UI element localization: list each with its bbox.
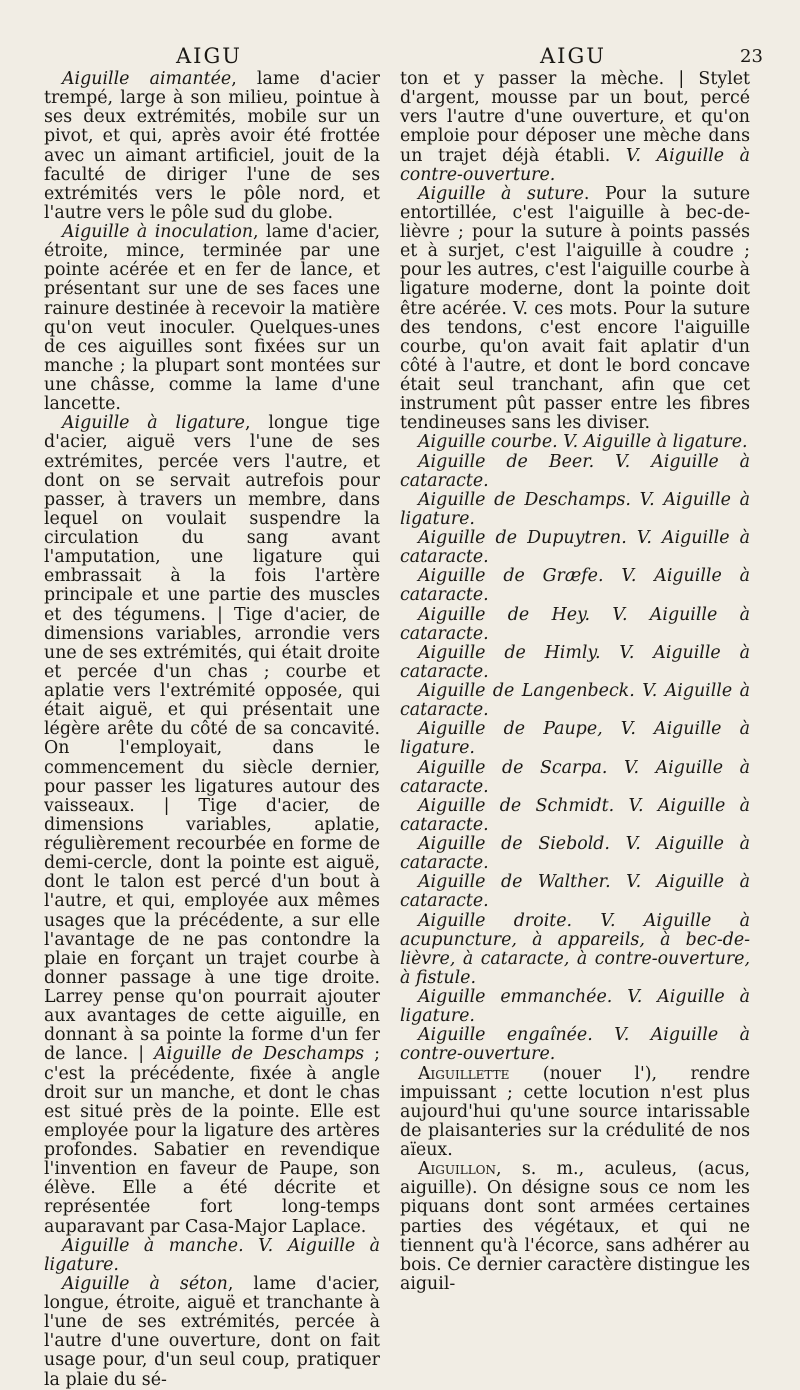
entry: [400, 912, 750, 989]
entry-text: . V. Aiguille à cataracte.: [400, 795, 750, 835]
entry-text: . V. Aiguille à ligature.: [552, 432, 748, 453]
entry: [400, 797, 750, 835]
entry: [400, 433, 750, 452]
entry-text: . V. Aiguille à ligature.: [44, 1235, 380, 1275]
entry-reference: V. Aiguille à contre-ouverture.: [400, 145, 750, 185]
entry-term: Aiguille de Langenbeck: [418, 681, 630, 701]
entry-continuation: [400, 70, 750, 185]
entry-term: Aiguille emmanchée: [418, 987, 607, 1007]
entry: [400, 1026, 750, 1064]
entry-term: Aiguille engaînée: [418, 1025, 588, 1046]
entry-text: ton et y passer la mèche. | Stylet d'argent, mousse par un bout, percé vers l'autre d'une ouverture, et qu'on emploie pour déposer une mèche dans un trajet déjà établi.: [400, 69, 750, 166]
entry: [44, 70, 380, 223]
entry-text: . V. Aiguille à cataracte.: [400, 566, 750, 606]
entry: [400, 1065, 750, 1161]
entry-text: , s. m., aculeus, (acus, aiguille). On désigne sous ce nom les piquans dont sont armées certaines parties des végétaux, et qui ne tiennent qu'à l'écorce, sans adhérer au bois. Ce dernier caractère distingue les aiguil-: [400, 1159, 750, 1294]
entry-text: . V. Aiguille à cataracte.: [400, 642, 750, 682]
entry-text: . V. Aiguille à cataracte.: [400, 681, 750, 721]
entry-headword: Aiguillette: [418, 1063, 510, 1084]
entry-headword: Aiguillon: [418, 1159, 497, 1180]
right-column: [400, 70, 750, 1294]
entry: [400, 1160, 750, 1294]
entry-term: Aiguille de Beer: [418, 451, 589, 472]
entry-term: Aiguille de Scarpa: [418, 757, 602, 778]
entry: [400, 682, 750, 720]
entry: [44, 414, 380, 1236]
page-number: 23: [740, 46, 763, 67]
entry-term: Aiguille à suture: [418, 183, 584, 204]
entry-term: Aiguille à inoculation: [62, 222, 254, 242]
entry-text: . V. Aiguille à cataracte.: [400, 528, 750, 568]
running-head-left: AIGU: [176, 44, 242, 68]
entry-text: . Pour la suture entortillée, c'est l'aiguille à bec-de-lièvre ; pour la suture à points passés et à surjet, c'est l'aiguille à coudre ; pour les autres, c'est l'aiguille courbe à ligature moderne, dont la pointe doit être acérée. V. ces mots. Pour la suture des tendons, c'est encore l'aiguille courbe, qu'on avait fait aplatir d'un côté à l'autre, et dont le bord concave était seul tranchant, afin que cet instrument pût passer entre les fibres tendineuses sans les diviser.: [400, 183, 750, 434]
entry-term: Aiguille droite: [418, 910, 567, 931]
entry: [400, 491, 750, 529]
entry-text: . V. Aiguille à ligature.: [400, 987, 750, 1027]
entry-term: Aiguille courbe: [418, 432, 553, 453]
entry: [400, 835, 750, 873]
entry-text: , lame d'acier, longue, étroite, aiguë et tranchante à l'une de ses extrémités, percée à l'autre d'une ouverture, dont on fait usage pour, d'un seul coup, pratiquer la plaie du sé-: [44, 1273, 380, 1390]
entry-text: . V. Aiguille à cataracte.: [400, 872, 750, 912]
entry-text: . V. Aiguille à cataracte.: [400, 757, 750, 797]
entry: [44, 1275, 380, 1390]
entry-term: Aiguille de Siebold: [418, 834, 605, 854]
entry-term: Aiguille à manche: [62, 1235, 239, 1256]
entry: [44, 223, 380, 414]
entry-text: . V. Aiguille à acupuncture, à appareils, à bec-de-lièvre, à cataracte, à contre-ouverture, à fistule.: [400, 910, 750, 988]
entry-text: , lame d'acier trempé, large à son milieu, pointue à ses deux extrémités, mobile sur un pivot, et qui, après avoir été frottée avec un aimant artificiel, jouit de la faculté de diriger l'une de ses extrémités vers le pôle nord, et l'autre vers le pôle sud du globe.: [44, 69, 380, 223]
entry-term: Aiguille de Deschamps: [418, 489, 626, 510]
entry: [400, 606, 750, 644]
entry-text: ; c'est la précédente, fixée à angle droit sur un manche, et dont le chas est situé près de la pointe. Elle est employée pour la ligature des artères profondes. Sabatier en revendique l'invention en faveur de Paupe, son élève. Elle a été décrite et représentée fort long-temps auparavant par Casa-Major Laplace.: [44, 1044, 380, 1237]
entry-term: Aiguille aimantée: [62, 69, 232, 89]
entry-term: Aiguille à ligature: [62, 413, 245, 434]
entry-term: Aiguille de Hey: [418, 604, 585, 625]
entry-term: Aiguille de Schmidt: [418, 795, 609, 816]
entry-term: Aiguille à séton: [62, 1273, 228, 1294]
entry-text: (nouer l'), rendre impuissant ; cette locution n'est plus aujourd'hui qu'une source intarissable de plaisanteries sur la crédulité de nos aïeux.: [400, 1063, 750, 1160]
entry-text: , V. Aiguille à ligature.: [400, 719, 750, 759]
entry-term: Aiguille de Deschamps: [154, 1044, 365, 1065]
entry-text: . V. Aiguille à contre-ouverture.: [400, 1025, 750, 1065]
entry-term: Aiguille de Himly: [418, 642, 595, 663]
entry: [400, 529, 750, 567]
entry-term: Aiguille de Paupe: [418, 719, 598, 740]
entry-text: . V. Aiguille à cataracte.: [400, 604, 750, 644]
entry-text: , lame d'acier, étroite, mince, terminée par une pointe acérée et en fer de lance, et présentant sur une de ses faces une rainure destinée à recevoir la matière qu'on veut inoculer. Quelques-unes de ces aiguilles sont fixées sur un manche ; la plupart sont montées sur une châsse, comme la lame d'une lancette.: [44, 222, 380, 415]
entry: [400, 453, 750, 491]
entry: [400, 567, 750, 605]
entry: [400, 185, 750, 434]
entry: [400, 644, 750, 682]
entry: [400, 720, 750, 758]
entry-text: . V. Aiguille à cataracte.: [400, 451, 750, 491]
entry: [400, 759, 750, 797]
entry-text: . V. Aiguille à cataracte.: [400, 834, 750, 874]
entry-text: , longue tige d'acier, aiguë vers l'une de ses extrémites, percée vers l'autre, et dont on se servait autrefois pour passer, à travers un membre, dans lequel on voulait suspendre la circulation du sang avant l'amputation, une ligature qui embrassait à la fois l'artère principale et une partie des muscles et des tégumens. | Tige d'acier, de dimensions variables, arrondie vers une de ses extrémités, qui était droite et percée d'un chas ; courbe et aplatie vers l'extrémité opposée, qui était aiguë, et qui présentait une légère arête du côté de sa concavité. On l'employait, dans le commencement du siècle dernier, pour passer les ligatures autour des vaisseaux. | Tige d'acier, de dimensions variables, aplatie, régulièrement recourbée en forme de demi-cercle, dont la pointe est aiguë, dont le talon est percé d'un bout à l'autre, et qui, employée aux mêmes usages que la précédente, a sur elle l'avantage de ne pas contondre la plaie en forçant un trajet courbe à donner passage à une tige droite. Larrey pense qu'on pourrait ajouter aux avantages de cette aiguille, en donnant à sa pointe la forme d'un fer de lance. |: [44, 413, 381, 1065]
left-column: [44, 70, 380, 1390]
entry: [400, 873, 750, 911]
running-head-right: AIGU: [540, 44, 606, 68]
entry: [400, 988, 750, 1026]
entry-term: Aiguille de Walther: [418, 872, 606, 893]
entry-term: Aiguille de Græfe: [418, 566, 598, 587]
entry-text: . V. Aiguille à ligature.: [400, 489, 750, 529]
entry-term: Aiguille de Dupuytren: [418, 528, 622, 548]
